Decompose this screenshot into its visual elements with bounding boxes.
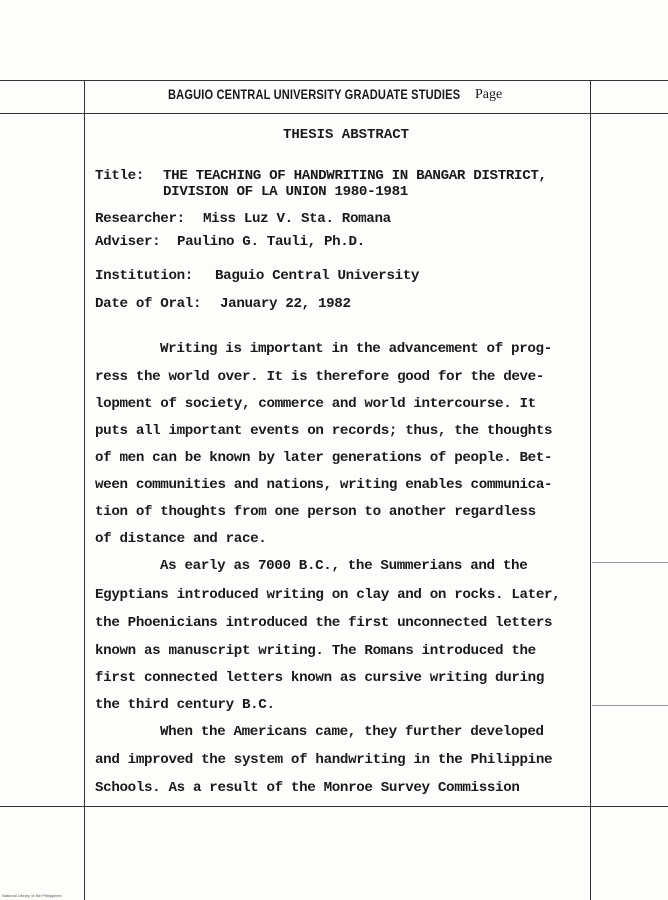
title-text-1: THE TEACHING OF HANDWRITING IN BANGAR DISTRICT,: [163, 168, 547, 184]
right-column-rule-1: [592, 562, 668, 563]
adviser-value: Paulino G. Tauli, Ph.D.: [177, 234, 365, 250]
body-line: of distance and race.: [95, 531, 267, 547]
title-label: Title:: [95, 168, 144, 184]
institution-line: [95, 268, 419, 284]
body-line: As early as 7000 B.C., the Summerians and the: [160, 558, 528, 574]
body-line: puts all important events on records; thus, the thoughts: [95, 423, 553, 439]
body-line: Egyptians introduced writing on clay and on rocks. Later,: [95, 587, 561, 603]
body-line: lopment of society, commerce and world intercourse. It: [95, 396, 536, 412]
body-line: the third century B.C.: [95, 697, 275, 713]
footer-rule: [0, 806, 668, 807]
left-margin-rule: [84, 80, 85, 900]
date-line: [95, 296, 351, 312]
institution-value: Baguio Central University: [215, 268, 420, 284]
title-text-2: DIVISION OF LA UNION 1980-1981: [163, 184, 408, 200]
header-top-rule: [0, 80, 668, 81]
researcher-line: [95, 211, 391, 227]
body-line: of men can be known by later generations of people. Bet-: [95, 450, 553, 466]
researcher-value: Miss Luz V. Sta. Romana: [203, 211, 391, 227]
title-line-1: [95, 168, 547, 184]
body-line: first connected letters known as cursive writing during: [95, 670, 545, 686]
body-line: tion of thoughts from one person to another regardless: [95, 504, 536, 520]
researcher-label: Researcher:: [95, 211, 185, 227]
body-line: When the Americans came, they further developed: [160, 724, 544, 740]
body-line: known as manuscript writing. The Romans introduced the: [95, 643, 536, 659]
footer-note: National Library of the Philippines: [2, 893, 62, 898]
body-line: ress the world over. It is therefore good for the deve-: [95, 369, 545, 385]
body-line: the Phoenicians introduced the first unconnected letters: [95, 615, 553, 631]
body-line: Writing is important in the advancement of prog-: [160, 341, 552, 357]
date-label: Date of Oral:: [95, 296, 202, 312]
right-margin-rule: [590, 80, 591, 900]
body-line: Schools. As a result of the Monroe Survey Commission: [95, 780, 520, 796]
title-line-2: [163, 184, 408, 200]
right-column-rule-2: [592, 705, 668, 706]
date-value: January 22, 1982: [220, 296, 351, 312]
header-page-label: Page: [475, 87, 503, 102]
institution-label: Institution:: [95, 268, 193, 284]
body-line: ween communities and nations, writing enables communica-: [95, 477, 553, 493]
body-line: and improved the system of handwriting in the Philippine: [95, 752, 553, 768]
adviser-label: Adviser:: [95, 234, 161, 250]
header-bottom-rule: [0, 113, 668, 114]
header-title: BAGUIO CENTRAL UNIVERSITY GRADUATE STUDIES: [168, 87, 461, 102]
adviser-line: [95, 234, 365, 250]
abstract-heading: THESIS ABSTRACT: [283, 127, 410, 143]
